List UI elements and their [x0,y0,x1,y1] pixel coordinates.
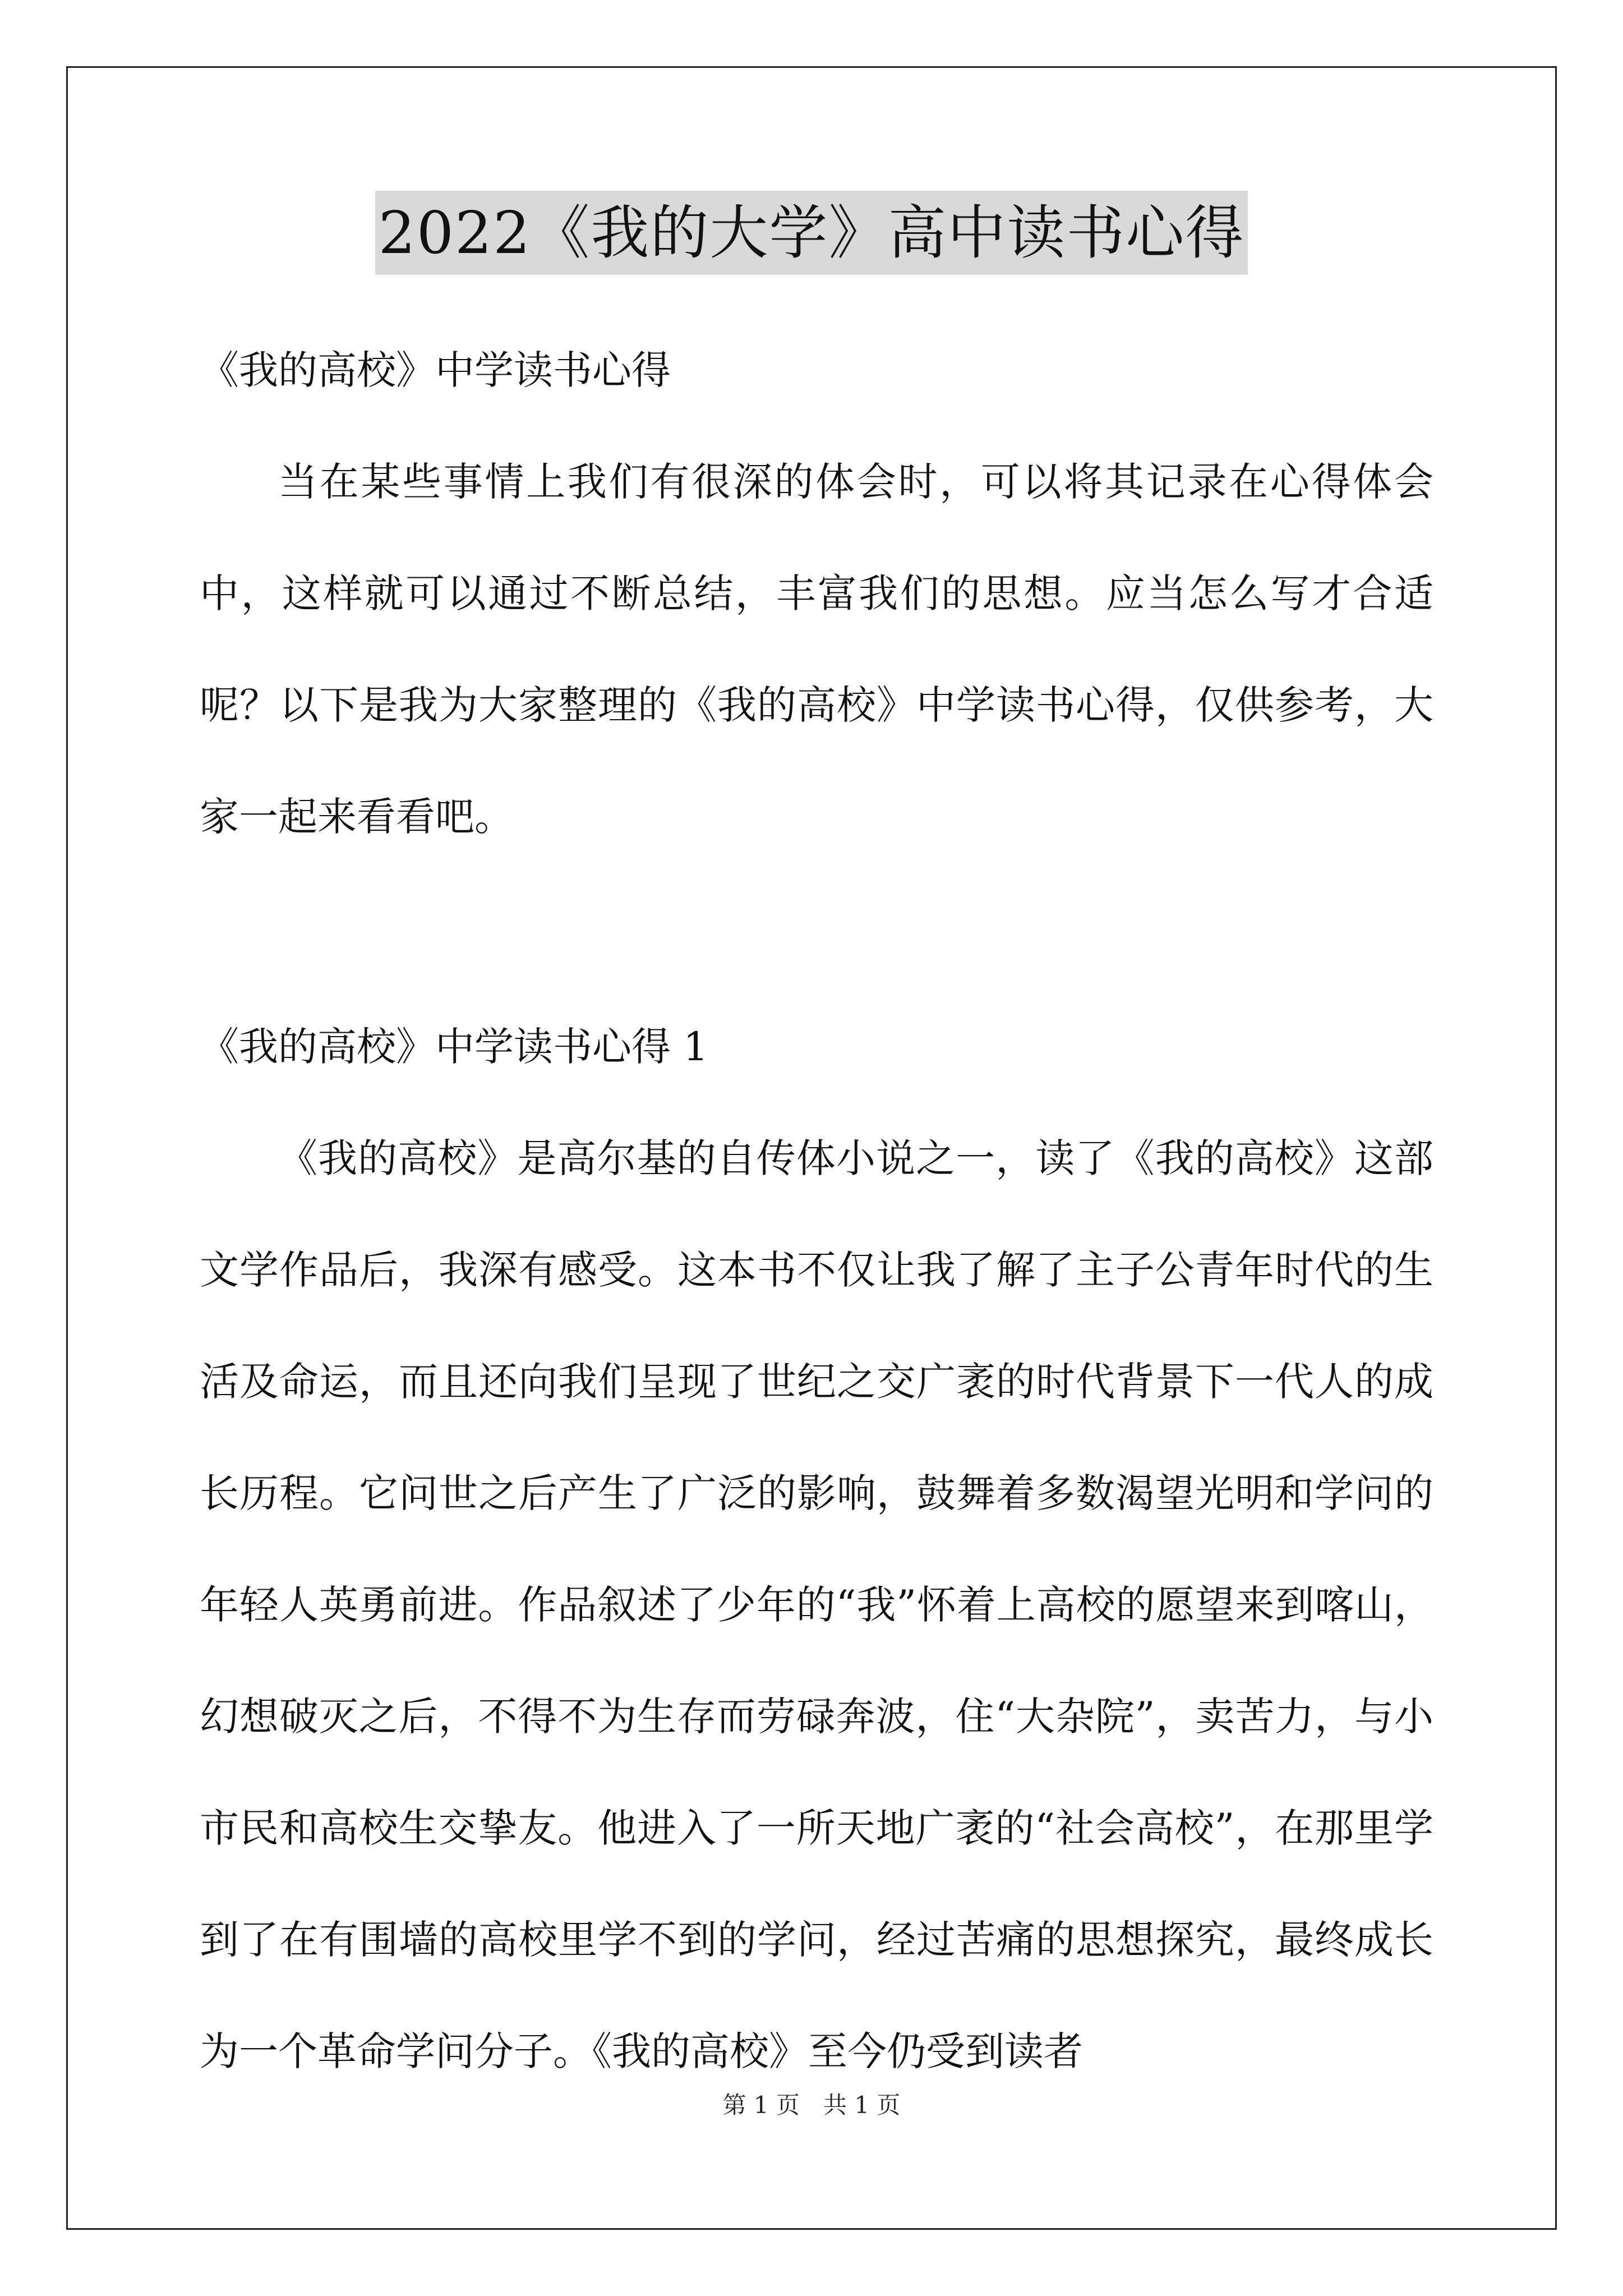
section-heading-intro: 《我的高校》中学读书心得 [200,347,671,393]
document-title: 2022《我的大学》高中读书心得 [375,191,1248,275]
section-heading-1: 《我的高校》中学读书心得 1 [200,1024,708,1070]
intro-paragraph: 当在某些事情上我们有很深的体会时，可以将其记录在心得体会中，这样就可以通过不断总结，丰富我们的思想。应当怎么写才合适呢？以下是我为大家整理的《我的高校》中学读书心得，仅供参考，大家一起来看看吧。 [200,459,1433,840]
document-body [200,314,1433,2108]
body-paragraph: 《我的高校》是高尔基的自传体小说之一，读了《我的高校》这部文学作品后，我深有感受。这本书不仅让我了解了主子公青年时代的生活及命运，而且还向我们呈现了世纪之交广袤的时代背景下一代人的成长历程。它问世之后产生了广泛的影响，鼓舞着多数渴望光明和学问的年轻人英勇前进。作品叙述了少年的“我”怀着上高校的愿望来到喀山，幻想破灭之后，不得不为生存而劳碌奔波，住“大杂院”，卖苦力，与小市民和高校生交挚友。他进入了一所天地广袤的“社会高校”，在那里学到了在有围墙的高校里学不到的学问，经过苦痛的思想探究，最终成长为一个革命学问分子。《我的高校》至今仍受到读者 [200,1135,1433,2074]
title-container [0,191,1623,275]
section-spacer [200,873,1433,991]
page-footer: 第 1 页 共 1 页 [722,2091,901,2119]
